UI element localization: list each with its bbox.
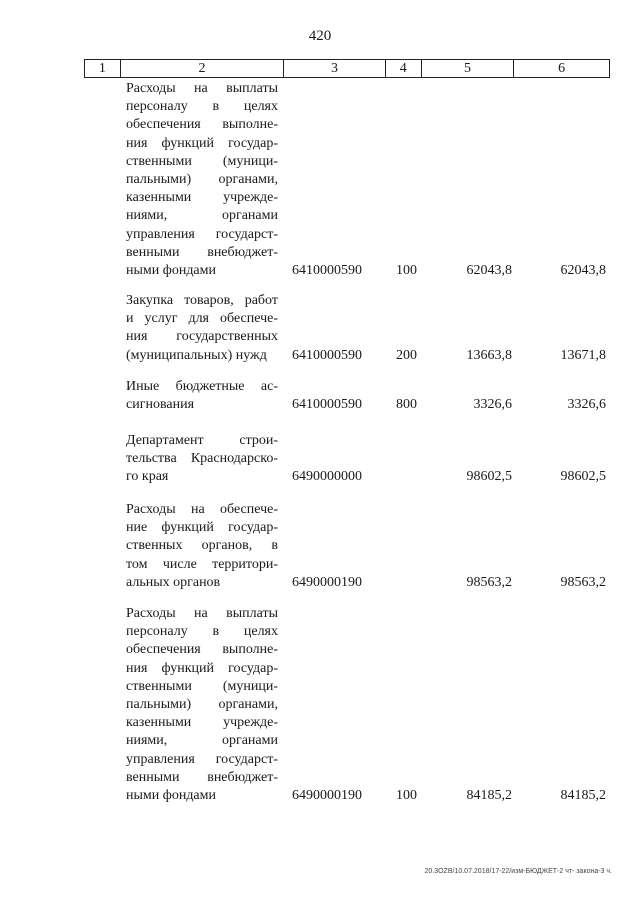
header-col-4: 4: [386, 60, 422, 77]
header-col-5: 5: [422, 60, 515, 77]
description-line: обеспечения выполне-: [126, 642, 278, 658]
description-line: Закупка товаров, работ: [126, 293, 278, 308]
row-amount-col6: 98602,5: [560, 469, 606, 485]
description-line: ние функций государ-: [126, 520, 278, 536]
header-col-3: 3: [284, 60, 386, 77]
row-description: [126, 292, 278, 365]
description-line: том числе территори-: [126, 556, 278, 572]
description-line: пальными) органами,: [126, 172, 278, 188]
row-amount-col5: 98563,2: [466, 574, 512, 590]
row-code: 6410000590: [292, 263, 362, 278]
description-line: ственными (муници-: [126, 678, 278, 694]
header-col-1: 1: [85, 60, 121, 77]
description-line: казенными учрежде-: [126, 715, 278, 731]
description-line: ными фондами: [126, 263, 217, 279]
description-line: персоналу в целях: [126, 624, 278, 640]
description-line: го края: [126, 469, 169, 485]
row-expense-type: 200: [396, 347, 417, 363]
row-amount-col6: 62043,8: [560, 263, 606, 278]
description-line: ния государственных: [126, 329, 278, 345]
row-expense-type: 800: [396, 397, 417, 413]
description-line: и услуг для обеспече-: [126, 311, 278, 327]
description-line: казенными учрежде-: [126, 190, 278, 206]
description-line: Расходы на обеспече-: [126, 502, 278, 517]
row-description: [126, 605, 278, 805]
row-expense-type: 100: [396, 263, 417, 278]
table-header: [84, 59, 610, 78]
header-col-2: 2: [121, 60, 284, 77]
row-amount-col6: 98563,2: [560, 574, 606, 590]
description-line: ниями, органами: [126, 208, 278, 224]
description-line: ния функций государ-: [126, 135, 278, 151]
row-amount-col5: 98602,5: [466, 469, 512, 485]
description-line: тельства Краснодарско-: [126, 451, 278, 467]
description-line: Расходы на выплаты: [126, 81, 278, 96]
footer-note: 20.3OZB/10.07.2018/17-22/изм-БЮДЖЕТ-2 чт- закона-3 ч.: [424, 868, 612, 875]
row-description: [126, 80, 278, 280]
row-amount-col6: 84185,2: [560, 788, 606, 803]
description-line: ниями, органами: [126, 733, 278, 749]
description-line: ственными (муници-: [126, 153, 278, 169]
description-line: пальными) органами,: [126, 697, 278, 713]
row-code: 6410000590: [292, 397, 362, 413]
row-amount-col6: 3326,6: [567, 397, 606, 413]
description-line: управления государст-: [126, 751, 278, 767]
row-amount-col5: 62043,8: [466, 263, 512, 278]
description-line: венными внебюджет-: [126, 769, 278, 785]
description-line: персоналу в целях: [126, 99, 278, 115]
row-description: [126, 378, 278, 414]
header-col-6: 6: [558, 61, 566, 76]
row-description: [126, 501, 278, 592]
description-line: сигнования: [126, 397, 195, 413]
description-line: ными фондами: [126, 788, 217, 804]
page-number: 420: [308, 28, 332, 44]
description-line: управления государст-: [126, 226, 278, 242]
row-amount-col5: 13663,8: [466, 347, 512, 363]
row-code: 6410000590: [292, 347, 362, 363]
description-line: ственных органов, в: [126, 538, 278, 554]
description-line: венными внебюджет-: [126, 244, 278, 260]
row-code: 6490000190: [292, 574, 362, 590]
row-code: 6490000000: [292, 469, 362, 485]
description-line: ния функций государ-: [126, 660, 278, 676]
row-code: 6490000190: [292, 788, 362, 803]
row-description: [126, 432, 278, 487]
row-amount-col5: 3326,6: [473, 397, 512, 413]
description-line: Департамент строи-: [126, 433, 278, 448]
description-line: альных органов: [126, 574, 221, 590]
description-line: обеспечения выполне-: [126, 117, 278, 133]
description-line: (муниципальных) нужд: [126, 347, 267, 363]
row-amount-col6: 13671,8: [560, 347, 606, 363]
row-expense-type: 100: [396, 788, 417, 803]
description-line: Иные бюджетные ас-: [126, 379, 278, 394]
row-amount-col5: 84185,2: [466, 788, 512, 803]
description-line: Расходы на выплаты: [126, 606, 278, 621]
